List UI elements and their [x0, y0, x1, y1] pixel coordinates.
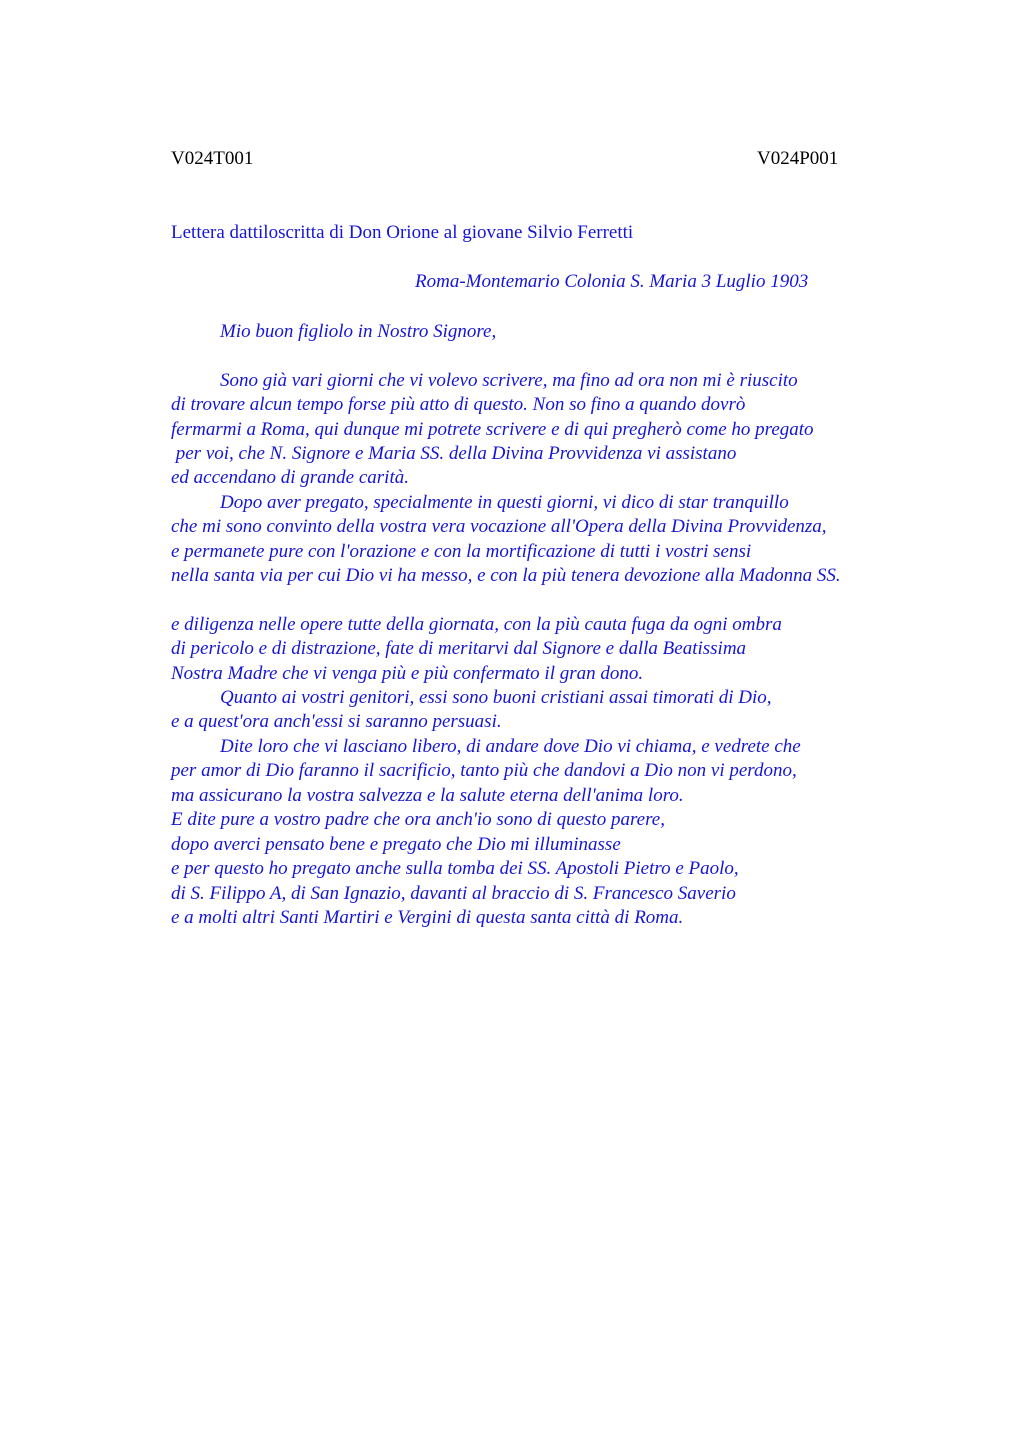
body-line: per amor di Dio faranno il sacrificio, tanto più che dandovi a Dio non vi perdono,: [171, 760, 797, 781]
body-line: dopo averci pensato bene e pregato che Dio mi illuminasse: [171, 834, 621, 855]
body-line: nella santa via per cui Dio vi ha messo, e con la più tenera devozione alla Madonna SS.: [171, 565, 841, 586]
body-line: che mi sono convinto della vostra vera vocazione all'Opera della Divina Provvidenza,: [171, 516, 827, 537]
body-line: e diligenza nelle opere tutte della giornata, con la più cauta fuga da ogni ombra: [171, 614, 782, 635]
body-line: di trovare alcun tempo forse più atto di questo. Non so fino a quando dovrò: [171, 394, 746, 415]
document-code-left: V024T001: [171, 148, 254, 169]
document-code-right: V024P001: [757, 148, 839, 169]
body-line: Dite loro che vi lasciano libero, di andare dove Dio vi chiama, e vedrete che: [220, 736, 801, 757]
salutation: Mio buon figliolo in Nostro Signore,: [220, 321, 497, 342]
body-line: Sono già vari giorni che vi volevo scrivere, ma fino ad ora non mi è riuscito: [220, 370, 798, 391]
body-line: di pericolo e di distrazione, fate di meritarvi dal Signore e dalla Beatissima: [171, 638, 747, 659]
body-line: Nostra Madre che vi venga più e più confermato il gran dono.: [171, 663, 644, 684]
body-line: fermarmi a Roma, qui dunque mi potrete scrivere e di qui pregherò come ho pregato: [171, 419, 814, 440]
body-line: e a molti altri Santi Martiri e Vergini di questa santa città di Roma.: [171, 907, 684, 928]
body-line: ed accendano di grande carità.: [171, 467, 409, 488]
body-line: E dite pure a vostro padre che ora anch'io sono di questo parere,: [171, 809, 665, 830]
body-line: e per questo ho pregato anche sulla tomba dei SS. Apostoli Pietro e Paolo,: [171, 858, 739, 879]
letter-title: Lettera dattiloscritta di Don Orione al giovane Silvio Ferretti: [171, 222, 634, 243]
body-line: Dopo aver pregato, specialmente in questi giorni, vi dico di star tranquillo: [220, 492, 789, 513]
place-date: Roma-Montemario Colonia S. Maria 3 Luglio 1903: [415, 271, 809, 292]
body-line: Quanto ai vostri genitori, essi sono buoni cristiani assai timorati di Dio,: [220, 687, 772, 708]
body-line: di S. Filippo A, di San Ignazio, davanti al braccio di S. Francesco Saverio: [171, 883, 736, 904]
body-line: e permanete pure con l'orazione e con la mortificazione di tutti i vostri sensi: [171, 541, 752, 562]
body-line: ma assicurano la vostra salvezza e la salute eterna dell'anima loro.: [171, 785, 684, 806]
body-line: e a quest'ora anch'essi si saranno persuasi.: [171, 711, 502, 732]
body-line: per voi, che N. Signore e Maria SS. della Divina Provvidenza vi assistano: [171, 443, 737, 464]
